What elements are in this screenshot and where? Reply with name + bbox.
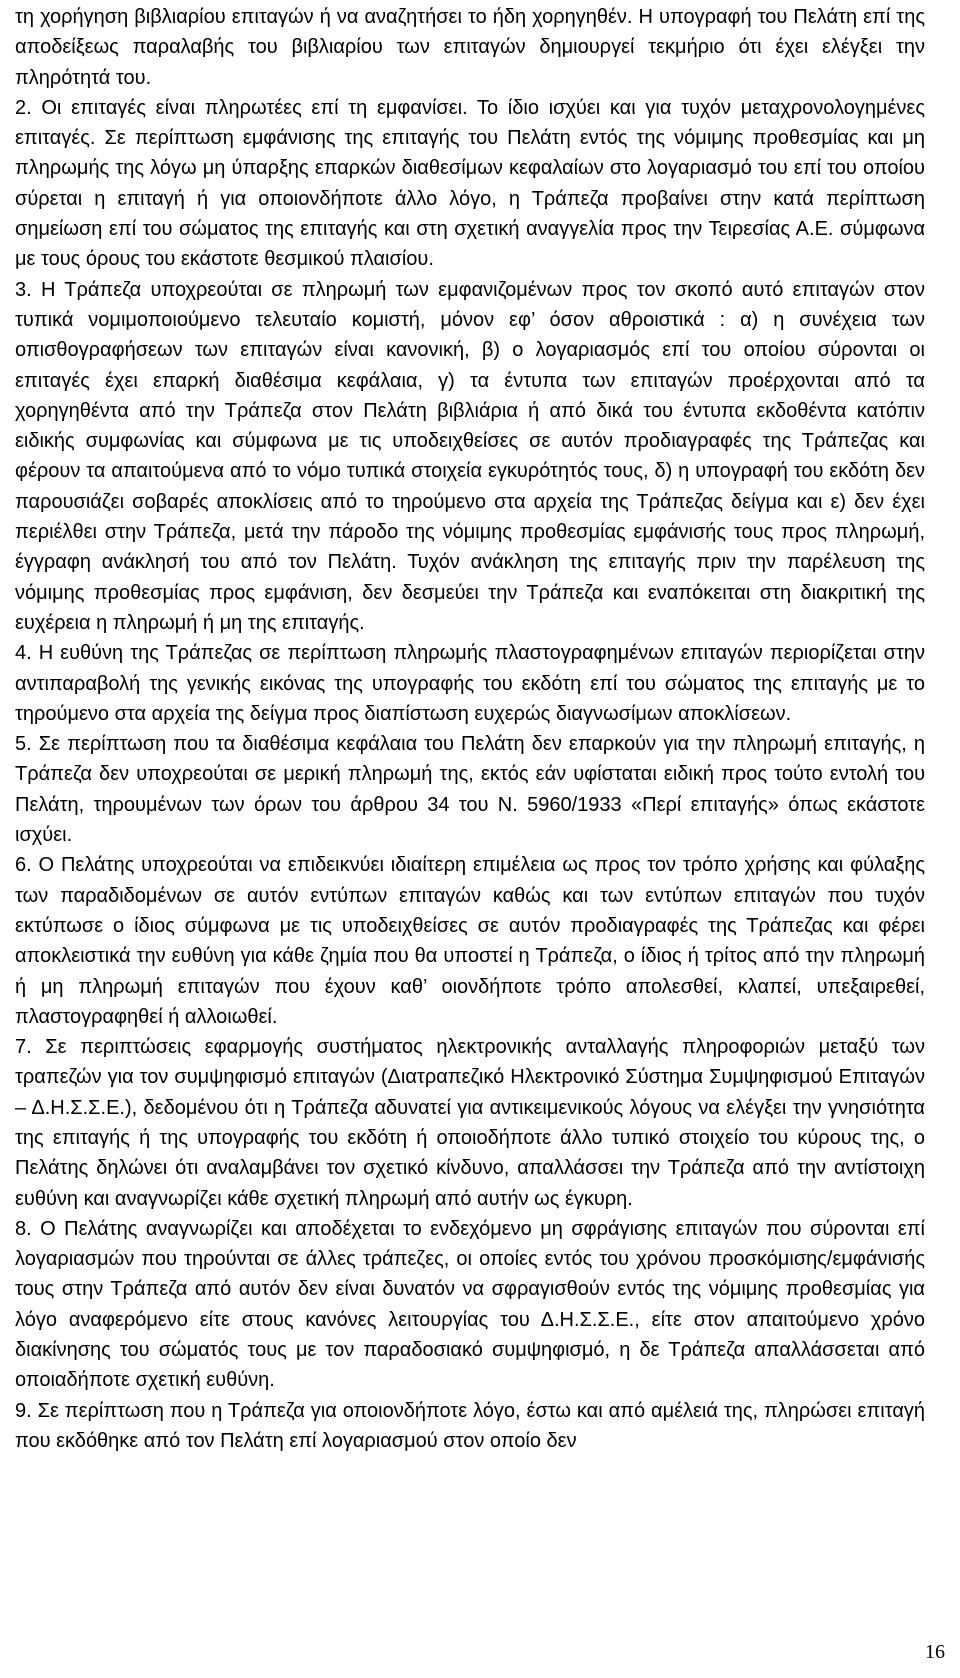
paragraph-2: 2. Οι επιταγές είναι πληρωτέες επί τη εμφανίσει. Το ίδιο ισχύει και για τυχόν μεταχρονολογημένες επιταγές. Σε περίπτωση εμφάνισης της επιταγής του Πελάτη εντός της νόμιμης προθεσμίας και μη πληρωμής της λόγω μη ύπαρξης επαρκών διαθεσίμων κεφαλαίων στο λογαριασμό του επί του οποίου σύρεται η επιταγή ή για οποιονδήποτε άλλο λόγο, η Τράπεζα προβαίνει στην κατά περίπτωση σημείωση επί του σώματος της επιταγής και στη σχετική αναγγελία προς την Τειρεσίας Α.Ε. σύμφωνα με τους όρους του εκάστοτε θεσμικού πλαισίου.	[15, 96, 925, 271]
document-body	[15, 2, 925, 1456]
paragraph-8: 8. Ο Πελάτης αναγνωρίζει και αποδέχεται το ενδεχόμενο μη σφράγισης επιταγών που σύρονται επί λογαριασμών που τηρούνται σε άλλες τράπεζες, οι οποίες εντός του χρόνου προσκόμισης/εμφάνισής τους στην Τράπεζα από αυτόν δεν είναι δυνατόν να σφραγισθούν εντός της νόμιμης προθεσμίας για λόγο αναφερόμενο είτε στους κανόνες λειτουργίας του Δ.Η.Σ.Σ.Ε., είτε στον απαιτούμενο χρόνο διακίνησης του σώματός τους με τον παραδοσιακό συμψηφισμό, η δε Τράπεζα απαλλάσσεται από οποιαδήποτε σχετική ευθύνη.	[15, 1217, 925, 1392]
paragraph-5: 5. Σε περίπτωση που τα διαθέσιμα κεφάλαια του Πελάτη δεν επαρκούν για την πληρωμή επιταγής, η Τράπεζα δεν υποχρεούται σε μερική πληρωμή της, εκτός εάν υφίσταται ειδική προς τούτο εντολή του Πελάτη, τηρουμένων των όρων του άρθρου 34 του Ν. 5960/1933 «Περί επιταγής» όπως εκάστοτε ισχύει.	[15, 733, 925, 847]
paragraph-3: 3. Η Τράπεζα υποχρεούται σε πληρωμή των εμφανιζομένων προς τον σκοπό αυτό επιταγών στον τυπικά νομιμοποιούμενο τελευταίο κομιστή, μόνον εφ’ όσον αθροιστικά : α) η συνέχεια των οπισθογραφήσεων των επιταγών είναι κανονική, β) ο λογαριασμός επί του οποίου σύρονται οι επιταγές έχει επαρκή διαθέσιμα κεφάλαια, γ) τα έντυπα των επιταγών προέρχονται από τα χορηγηθέντα από την Τράπεζα στον Πελάτη βιβλιάρια ή από δικά του έντυπα εκδοθέντα κατόπιν ειδικής συμφωνίας και σύμφωνα με τις υποδειχθείσες σε αυτόν προδιαγραφές της Τράπεζας και φέρουν τα απαιτούμενα από το νόμο τυπικά στοιχεία εγκυρότητός τους, δ) η υπογραφή του εκδότη δεν παρουσιάζει σοβαρές αποκλίσεις από το τηρούμενο στα αρχεία της Τράπεζας δείγμα και ε) δεν έχει περιέλθει στην Τράπεζα, μετά την πάροδο της νόμιμης προθεσμίας εμφάνισής τους προς πληρωμή, έγγραφη ανάκλησή του από τον Πελάτη. Τυχόν ανάκληση της επιταγής πριν την παρέλευση της νόμιμης προθεσμίας προς εμφάνιση, δεν δεσμεύει την Τράπεζα και εναπόκειται στη διακριτική της ευχέρεια η πληρωμή ή μη της επιταγής.	[15, 278, 925, 634]
paragraph-7: 7. Σε περιπτώσεις εφαρμογής συστήματος ηλεκτρονικής ανταλλαγής πληροφοριών μεταξύ των τραπεζών για τον συμψηφισμό επιταγών (Διατραπεζικό Ηλεκτρονικό Σύστημα Συμψηφισμού Επιταγών – Δ.Η.Σ.Σ.Ε.), δεδομένου ότι η Τράπεζα αδυνατεί για αντικειμενικούς λόγους να ελέγξει την γνησιότητα της επιταγής ή της υπογραφής του εκδότη ή οποιοδήποτε άλλο τυπικό στοιχείο του κύρους της, ο Πελάτης δηλώνει ότι αναλαμβάνει τον σχετικό κίνδυνο, απαλλάσσει την Τράπεζα από την αντίστοιχη ευθύνη και αναγνωρίζει κάθε σχετική πληρωμή από αυτήν ως έγκυρη.	[15, 1036, 925, 1210]
paragraph-9: 9. Σε περίπτωση που η Τράπεζα για οποιονδήποτε λόγο, έστω και από αμέλειά της, πληρώσει επιταγή που εκδόθηκε από τον Πελάτη επί λογαριασμού στον οποίο δεν	[15, 1399, 925, 1452]
page-number: 16	[925, 1641, 945, 1663]
paragraph-4: 4. Η ευθύνη της Τράπεζας σε περίπτωση πληρωμής πλαστογραφημένων επιταγών περιορίζεται στην αντιπαραβολή της γενικής εικόνας της υπογραφής του εκδότη επί του σώματος της επιταγής με το τηρούμενο στα αρχεία της δείγμα προς διαπίστωση ευχερώς διαγνωσίμων αποκλίσεων.	[15, 642, 925, 725]
paragraph-continuation: τη χορήγηση βιβλιαρίου επιταγών ή να αναζητήσει το ήδη χορηγηθέν. Η υπογραφή του Πελάτη επί της αποδείξεως παραλαβής του βιβλιαρίου των επιταγών δημιουργεί τεκμήριο ότι έχει ελέγξει την πληρότητά του.	[15, 6, 925, 89]
paragraph-6: 6. Ο Πελάτης υποχρεούται να επιδεικνύει ιδιαίτερη επιμέλεια ως προς τον τρόπο χρήσης και φύλαξης των παραδιδομένων σε αυτόν εντύπων επιταγών καθώς και των εντύπων επιταγών που τυχόν εκτύπωσε ο ίδιος σύμφωνα με τις υποδειχθείσες σε αυτόν προδιαγραφές της Τράπεζας και φέρει αποκλειστικά την ευθύνη για κάθε ζημία που θα υποστεί η Τράπεζα, ο ίδιος ή τρίτος από την πληρωμή ή μη πληρωμή επιταγών που έχουν καθ’ οιονδήποτε τρόπο απολεσθεί, κλαπεί, υπεξαιρεθεί, πλαστογραφηθεί ή αλλοιωθεί.	[15, 854, 925, 1028]
